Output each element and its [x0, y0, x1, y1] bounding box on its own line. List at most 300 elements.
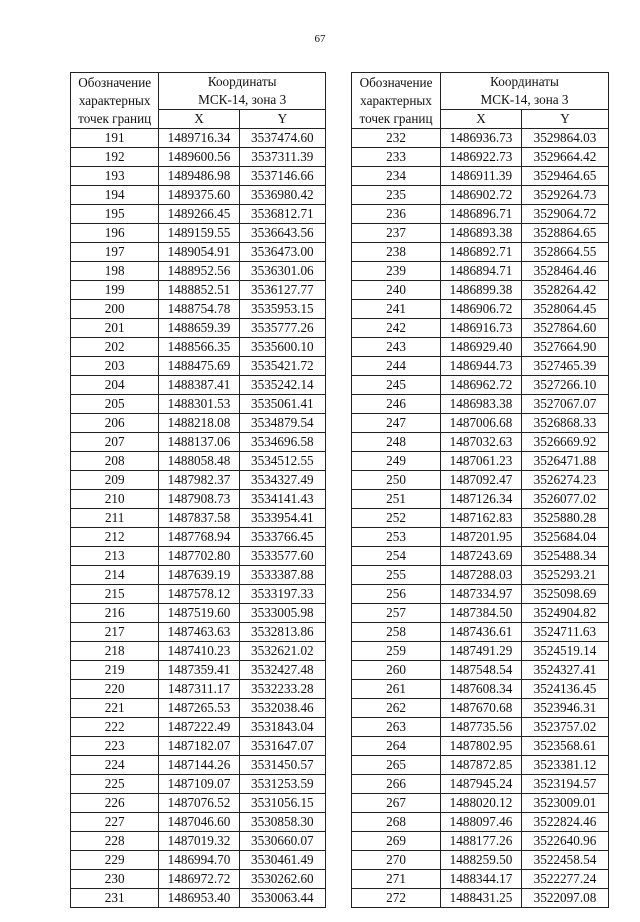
- point-number-cell: 207: [71, 433, 159, 452]
- table-row: [352, 357, 609, 376]
- y-coordinate-cell: 3528464.46: [521, 262, 608, 281]
- y-coordinate-cell: 3528864.65: [521, 224, 608, 243]
- table-row: [71, 718, 326, 737]
- x-coordinate-cell: 1486894.71: [441, 262, 522, 281]
- point-number-cell: 245: [352, 376, 441, 395]
- point-number-cell: 202: [71, 338, 159, 357]
- y-coordinate-cell: 3531450.57: [239, 756, 325, 775]
- table-row: [71, 262, 326, 281]
- table-row: [352, 566, 609, 585]
- table-row: [71, 680, 326, 699]
- point-number-cell: 243: [352, 338, 441, 357]
- point-number-cell: 197: [71, 243, 159, 262]
- header-coords-line: МСК-14, зона 3: [480, 92, 569, 107]
- y-coordinate-cell: 3531253.59: [239, 775, 325, 794]
- x-coordinate-cell: 1487463.63: [159, 623, 239, 642]
- table-row: [71, 414, 326, 433]
- table-row: [352, 699, 609, 718]
- point-number-cell: 247: [352, 414, 441, 433]
- x-coordinate-cell: 1488137.06: [159, 433, 239, 452]
- table-row: [352, 186, 609, 205]
- x-coordinate-cell: 1487019.32: [159, 832, 239, 851]
- x-coordinate-cell: 1487639.19: [159, 566, 239, 585]
- point-number-cell: 200: [71, 300, 159, 319]
- table-row: [352, 376, 609, 395]
- point-number-cell: 236: [352, 205, 441, 224]
- table-row: [71, 547, 326, 566]
- header-coordinates: [441, 73, 609, 110]
- header-label-line: Обозначение: [359, 74, 433, 90]
- table-row: [71, 300, 326, 319]
- x-coordinate-cell: 1486906.72: [441, 300, 522, 319]
- y-coordinate-cell: 3535061.41: [239, 395, 325, 414]
- point-number-cell: 234: [352, 167, 441, 186]
- table-row: [71, 870, 326, 889]
- y-coordinate-cell: 3522824.46: [521, 813, 608, 832]
- x-coordinate-cell: 1488058.48: [159, 452, 239, 471]
- table-row: [71, 794, 326, 813]
- table-row: [71, 756, 326, 775]
- point-number-cell: 256: [352, 585, 441, 604]
- x-coordinate-cell: 1487265.53: [159, 699, 239, 718]
- y-coordinate-cell: 3527266.10: [521, 376, 608, 395]
- table-row: [352, 528, 609, 547]
- x-coordinate-cell: 1488475.69: [159, 357, 239, 376]
- point-number-cell: 230: [71, 870, 159, 889]
- x-coordinate-cell: 1487109.07: [159, 775, 239, 794]
- x-coordinate-cell: 1486902.72: [441, 186, 522, 205]
- point-number-cell: 268: [352, 813, 441, 832]
- x-coordinate-cell: 1487061.23: [441, 452, 522, 471]
- point-number-cell: 220: [71, 680, 159, 699]
- x-coordinate-cell: 1487182.07: [159, 737, 239, 756]
- x-coordinate-cell: 1487046.60: [159, 813, 239, 832]
- y-coordinate-cell: 3536473.00: [239, 243, 325, 262]
- x-coordinate-cell: 1487162.83: [441, 509, 522, 528]
- header-y: Y: [239, 110, 325, 129]
- table-row: [352, 490, 609, 509]
- x-coordinate-cell: 1486944.73: [441, 357, 522, 376]
- header-coords-line: МСК-14, зона 3: [198, 92, 287, 107]
- y-coordinate-cell: 3522277.24: [521, 870, 608, 889]
- point-number-cell: 224: [71, 756, 159, 775]
- x-coordinate-cell: 1487092.47: [441, 471, 522, 490]
- table-row: [71, 205, 326, 224]
- header-label-line: точек границ: [78, 110, 152, 126]
- point-number-cell: 232: [352, 129, 441, 148]
- table-row: [71, 186, 326, 205]
- point-number-cell: 254: [352, 547, 441, 566]
- y-coordinate-cell: 3529864.03: [521, 129, 608, 148]
- x-coordinate-cell: 1486892.71: [441, 243, 522, 262]
- y-coordinate-cell: 3526077.02: [521, 490, 608, 509]
- table-row: [71, 623, 326, 642]
- x-coordinate-cell: 1487410.23: [159, 642, 239, 661]
- table-row: [71, 376, 326, 395]
- point-number-cell: 264: [352, 737, 441, 756]
- point-number-cell: 239: [352, 262, 441, 281]
- point-number-cell: 214: [71, 566, 159, 585]
- x-coordinate-cell: 1488301.53: [159, 395, 239, 414]
- table-row: [352, 851, 609, 870]
- x-coordinate-cell: 1487032.63: [441, 433, 522, 452]
- header-point-label: [352, 73, 441, 129]
- point-number-cell: 210: [71, 490, 159, 509]
- point-number-cell: 222: [71, 718, 159, 737]
- point-number-cell: 231: [71, 889, 159, 908]
- y-coordinate-cell: 3527664.90: [521, 338, 608, 357]
- table-row: [71, 661, 326, 680]
- table-row: [352, 547, 609, 566]
- table-row: [71, 604, 326, 623]
- y-coordinate-cell: 3522640.96: [521, 832, 608, 851]
- x-coordinate-cell: 1487201.95: [441, 528, 522, 547]
- point-number-cell: 240: [352, 281, 441, 300]
- table-row: [352, 737, 609, 756]
- x-coordinate-cell: 1487735.56: [441, 718, 522, 737]
- x-coordinate-cell: 1487982.37: [159, 471, 239, 490]
- y-coordinate-cell: 3533577.60: [239, 547, 325, 566]
- point-number-cell: 250: [352, 471, 441, 490]
- point-number-cell: 246: [352, 395, 441, 414]
- point-number-cell: 267: [352, 794, 441, 813]
- y-coordinate-cell: 3529264.73: [521, 186, 608, 205]
- point-number-cell: 255: [352, 566, 441, 585]
- header-label-line: характерных: [360, 92, 432, 108]
- point-number-cell: 244: [352, 357, 441, 376]
- y-coordinate-cell: 3536980.42: [239, 186, 325, 205]
- table-row: [352, 718, 609, 737]
- point-number-cell: 272: [352, 889, 441, 908]
- header-label-line: характерных: [78, 92, 151, 108]
- table-row: [71, 585, 326, 604]
- y-coordinate-cell: 3529664.42: [521, 148, 608, 167]
- table-row: [71, 509, 326, 528]
- table-row: [71, 224, 326, 243]
- x-coordinate-cell: 1488659.39: [159, 319, 239, 338]
- y-coordinate-cell: 3535777.26: [239, 319, 325, 338]
- point-number-cell: 237: [352, 224, 441, 243]
- y-coordinate-cell: 3527864.60: [521, 319, 608, 338]
- y-coordinate-cell: 3525880.28: [521, 509, 608, 528]
- x-coordinate-cell: 1487945.24: [441, 775, 522, 794]
- point-number-cell: 266: [352, 775, 441, 794]
- point-number-cell: 259: [352, 642, 441, 661]
- table-row: [352, 756, 609, 775]
- x-coordinate-cell: 1488387.41: [159, 376, 239, 395]
- y-coordinate-cell: 3535600.10: [239, 338, 325, 357]
- y-coordinate-cell: 3524904.82: [521, 604, 608, 623]
- table-row: [352, 452, 609, 471]
- table-row: [71, 642, 326, 661]
- y-coordinate-cell: 3523381.12: [521, 756, 608, 775]
- y-coordinate-cell: 3529064.72: [521, 205, 608, 224]
- point-number-cell: 218: [71, 642, 159, 661]
- y-coordinate-cell: 3532813.86: [239, 623, 325, 642]
- table-row: [71, 851, 326, 870]
- y-coordinate-cell: 3525684.04: [521, 528, 608, 547]
- y-coordinate-cell: 3528264.42: [521, 281, 608, 300]
- x-coordinate-cell: 1487702.80: [159, 547, 239, 566]
- x-coordinate-cell: 1489375.60: [159, 186, 239, 205]
- y-coordinate-cell: 3526471.88: [521, 452, 608, 471]
- x-coordinate-cell: 1487243.69: [441, 547, 522, 566]
- y-coordinate-cell: 3534879.54: [239, 414, 325, 433]
- y-coordinate-cell: 3523946.31: [521, 699, 608, 718]
- table-row: [71, 129, 326, 148]
- point-number-cell: 258: [352, 623, 441, 642]
- table-row: [71, 699, 326, 718]
- y-coordinate-cell: 3532621.02: [239, 642, 325, 661]
- table-row: [352, 129, 609, 148]
- y-coordinate-cell: 3537311.39: [239, 148, 325, 167]
- header-label-line: точек границ: [359, 110, 433, 126]
- y-coordinate-cell: 3533954.41: [239, 509, 325, 528]
- point-number-cell: 223: [71, 737, 159, 756]
- point-number-cell: 248: [352, 433, 441, 452]
- y-coordinate-cell: 3525293.21: [521, 566, 608, 585]
- table-row: [352, 471, 609, 490]
- x-coordinate-cell: 1486929.40: [441, 338, 522, 357]
- table-row: [352, 604, 609, 623]
- point-number-cell: 203: [71, 357, 159, 376]
- y-coordinate-cell: 3534327.49: [239, 471, 325, 490]
- point-number-cell: 201: [71, 319, 159, 338]
- y-coordinate-cell: 3527465.39: [521, 357, 608, 376]
- y-coordinate-cell: 3535421.72: [239, 357, 325, 376]
- x-coordinate-cell: 1486896.71: [441, 205, 522, 224]
- table-row: [352, 395, 609, 414]
- y-coordinate-cell: 3522458.54: [521, 851, 608, 870]
- table-row: [71, 452, 326, 471]
- point-number-cell: 261: [352, 680, 441, 699]
- y-coordinate-cell: 3534512.55: [239, 452, 325, 471]
- table-row: [71, 357, 326, 376]
- x-coordinate-cell: 1489159.55: [159, 224, 239, 243]
- point-number-cell: 216: [71, 604, 159, 623]
- point-number-cell: 204: [71, 376, 159, 395]
- coordinates-table-left: [70, 72, 326, 908]
- y-coordinate-cell: 3536301.06: [239, 262, 325, 281]
- point-number-cell: 192: [71, 148, 159, 167]
- point-number-cell: 191: [71, 129, 159, 148]
- y-coordinate-cell: 3526274.23: [521, 471, 608, 490]
- x-coordinate-cell: 1487872.85: [441, 756, 522, 775]
- x-coordinate-cell: 1486962.72: [441, 376, 522, 395]
- y-coordinate-cell: 3524327.41: [521, 661, 608, 680]
- x-coordinate-cell: 1487334.97: [441, 585, 522, 604]
- point-number-cell: 271: [352, 870, 441, 889]
- point-number-cell: 215: [71, 585, 159, 604]
- x-coordinate-cell: 1486994.70: [159, 851, 239, 870]
- point-number-cell: 193: [71, 167, 159, 186]
- point-number-cell: 225: [71, 775, 159, 794]
- y-coordinate-cell: 3526868.33: [521, 414, 608, 433]
- point-number-cell: 212: [71, 528, 159, 547]
- x-coordinate-cell: 1489600.56: [159, 148, 239, 167]
- header-x: X: [159, 110, 239, 129]
- x-coordinate-cell: 1488754.78: [159, 300, 239, 319]
- x-coordinate-cell: 1488020.12: [441, 794, 522, 813]
- table-row: [352, 433, 609, 452]
- table-row: [71, 813, 326, 832]
- point-number-cell: 252: [352, 509, 441, 528]
- point-number-cell: 199: [71, 281, 159, 300]
- point-number-cell: 198: [71, 262, 159, 281]
- y-coordinate-cell: 3523568.61: [521, 737, 608, 756]
- header-coords-line: Координаты: [207, 74, 277, 89]
- y-coordinate-cell: 3533197.33: [239, 585, 325, 604]
- y-coordinate-cell: 3522097.08: [521, 889, 608, 908]
- point-number-cell: 205: [71, 395, 159, 414]
- table-row: [352, 642, 609, 661]
- x-coordinate-cell: 1489054.91: [159, 243, 239, 262]
- point-number-cell: 249: [352, 452, 441, 471]
- y-coordinate-cell: 3534696.58: [239, 433, 325, 452]
- y-coordinate-cell: 3530262.60: [239, 870, 325, 889]
- y-coordinate-cell: 3532038.46: [239, 699, 325, 718]
- x-coordinate-cell: 1487578.12: [159, 585, 239, 604]
- table-row: [352, 623, 609, 642]
- table-row: [352, 319, 609, 338]
- point-number-cell: 263: [352, 718, 441, 737]
- y-coordinate-cell: 3535953.15: [239, 300, 325, 319]
- y-coordinate-cell: 3536812.71: [239, 205, 325, 224]
- y-coordinate-cell: 3524136.45: [521, 680, 608, 699]
- y-coordinate-cell: 3525488.34: [521, 547, 608, 566]
- x-coordinate-cell: 1488852.51: [159, 281, 239, 300]
- point-number-cell: 265: [352, 756, 441, 775]
- x-coordinate-cell: 1486922.73: [441, 148, 522, 167]
- y-coordinate-cell: 3523009.01: [521, 794, 608, 813]
- header-label-line: Обозначение: [78, 74, 152, 90]
- point-number-cell: 238: [352, 243, 441, 262]
- x-coordinate-cell: 1486953.40: [159, 889, 239, 908]
- x-coordinate-cell: 1488218.08: [159, 414, 239, 433]
- x-coordinate-cell: 1487608.34: [441, 680, 522, 699]
- table-row: [71, 433, 326, 452]
- point-number-cell: 253: [352, 528, 441, 547]
- table-row: [71, 528, 326, 547]
- coordinates-table-right: [351, 72, 609, 908]
- y-coordinate-cell: 3531056.15: [239, 794, 325, 813]
- y-coordinate-cell: 3524711.63: [521, 623, 608, 642]
- y-coordinate-cell: 3532427.48: [239, 661, 325, 680]
- point-number-cell: 235: [352, 186, 441, 205]
- x-coordinate-cell: 1487144.26: [159, 756, 239, 775]
- table-row: [352, 414, 609, 433]
- y-coordinate-cell: 3531647.07: [239, 737, 325, 756]
- y-coordinate-cell: 3531843.04: [239, 718, 325, 737]
- x-coordinate-cell: 1487222.49: [159, 718, 239, 737]
- header-point-label: [71, 73, 159, 129]
- point-number-cell: 260: [352, 661, 441, 680]
- y-coordinate-cell: 3533766.45: [239, 528, 325, 547]
- x-coordinate-cell: 1487802.95: [441, 737, 522, 756]
- table-row: [71, 889, 326, 908]
- y-coordinate-cell: 3533005.98: [239, 604, 325, 623]
- point-number-cell: 270: [352, 851, 441, 870]
- x-coordinate-cell: 1488344.17: [441, 870, 522, 889]
- x-coordinate-cell: 1487548.54: [441, 661, 522, 680]
- point-number-cell: 233: [352, 148, 441, 167]
- table-row: [352, 870, 609, 889]
- y-coordinate-cell: 3536127.77: [239, 281, 325, 300]
- point-number-cell: 227: [71, 813, 159, 832]
- table-row: [71, 167, 326, 186]
- table-row: [352, 585, 609, 604]
- table-row: [352, 300, 609, 319]
- table-row: [352, 281, 609, 300]
- x-coordinate-cell: 1489266.45: [159, 205, 239, 224]
- x-coordinate-cell: 1488097.46: [441, 813, 522, 832]
- table-row: [352, 148, 609, 167]
- x-coordinate-cell: 1487908.73: [159, 490, 239, 509]
- x-coordinate-cell: 1487670.68: [441, 699, 522, 718]
- point-number-cell: 226: [71, 794, 159, 813]
- x-coordinate-cell: 1489716.34: [159, 129, 239, 148]
- table-row: [71, 737, 326, 756]
- y-coordinate-cell: 3528664.55: [521, 243, 608, 262]
- point-number-cell: 242: [352, 319, 441, 338]
- table-row: [352, 832, 609, 851]
- page-number: 67: [314, 33, 326, 45]
- header-y: Y: [521, 110, 608, 129]
- y-coordinate-cell: 3524519.14: [521, 642, 608, 661]
- x-coordinate-cell: 1487126.34: [441, 490, 522, 509]
- table-row: [352, 889, 609, 908]
- x-coordinate-cell: 1486983.38: [441, 395, 522, 414]
- table-row: [352, 680, 609, 699]
- table-row: [352, 224, 609, 243]
- table-row: [71, 775, 326, 794]
- table-row: [352, 794, 609, 813]
- point-number-cell: 217: [71, 623, 159, 642]
- table-row: [352, 338, 609, 357]
- table-row: [352, 813, 609, 832]
- table-row: [71, 243, 326, 262]
- x-coordinate-cell: 1486972.72: [159, 870, 239, 889]
- x-coordinate-cell: 1486893.38: [441, 224, 522, 243]
- table-row: [71, 471, 326, 490]
- y-coordinate-cell: 3530660.07: [239, 832, 325, 851]
- point-number-cell: 196: [71, 224, 159, 243]
- x-coordinate-cell: 1488259.50: [441, 851, 522, 870]
- point-number-cell: 195: [71, 205, 159, 224]
- x-coordinate-cell: 1486899.38: [441, 281, 522, 300]
- x-coordinate-cell: 1487384.50: [441, 604, 522, 623]
- point-number-cell: 257: [352, 604, 441, 623]
- point-number-cell: 229: [71, 851, 159, 870]
- table-row: [71, 148, 326, 167]
- table-row: [71, 319, 326, 338]
- y-coordinate-cell: 3527067.07: [521, 395, 608, 414]
- table-row: [352, 661, 609, 680]
- point-number-cell: 206: [71, 414, 159, 433]
- x-coordinate-cell: 1486911.39: [441, 167, 522, 186]
- y-coordinate-cell: 3530461.49: [239, 851, 325, 870]
- table-row: [352, 509, 609, 528]
- y-coordinate-cell: 3525098.69: [521, 585, 608, 604]
- x-coordinate-cell: 1488177.26: [441, 832, 522, 851]
- y-coordinate-cell: 3534141.43: [239, 490, 325, 509]
- x-coordinate-cell: 1487076.52: [159, 794, 239, 813]
- x-coordinate-cell: 1487311.17: [159, 680, 239, 699]
- point-number-cell: 241: [352, 300, 441, 319]
- table-row: [352, 205, 609, 224]
- y-coordinate-cell: 3532233.28: [239, 680, 325, 699]
- y-coordinate-cell: 3535242.14: [239, 376, 325, 395]
